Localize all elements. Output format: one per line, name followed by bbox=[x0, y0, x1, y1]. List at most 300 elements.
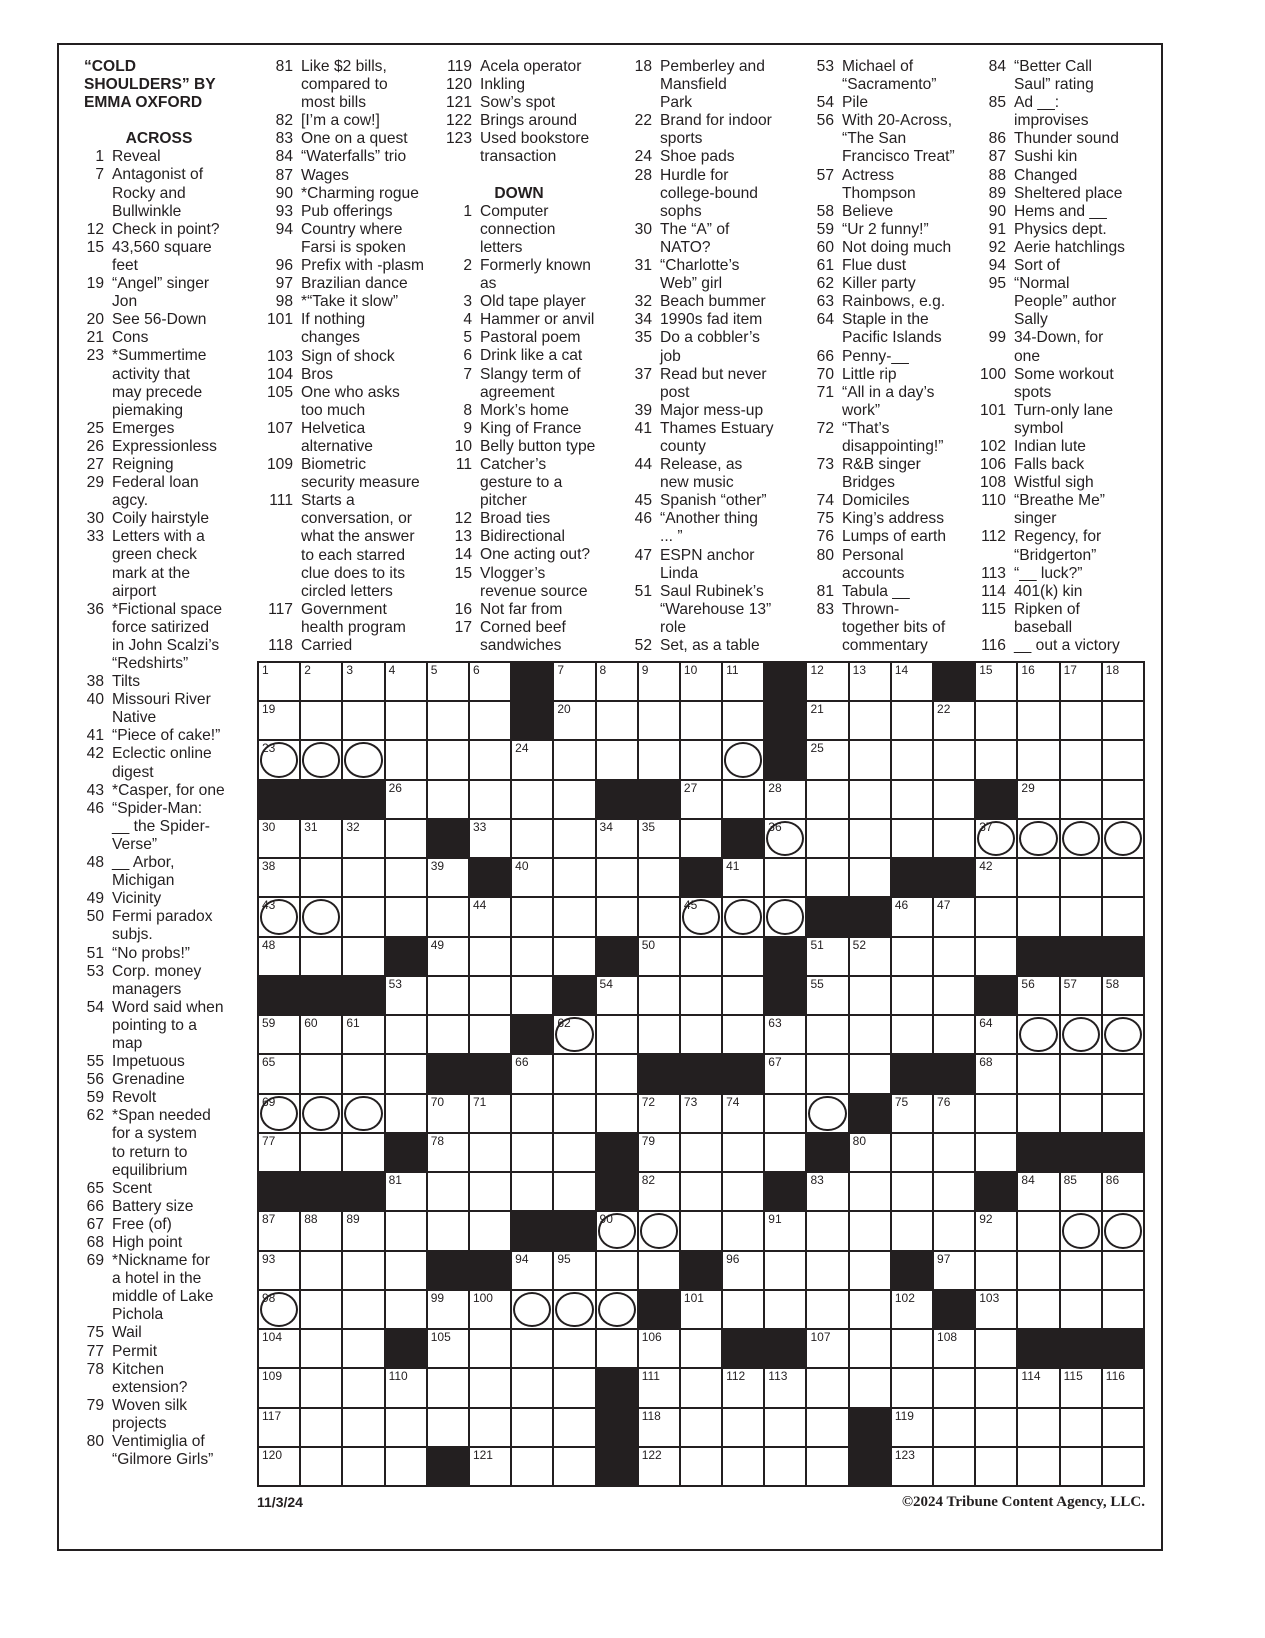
down-clue[interactable] bbox=[968, 402, 1158, 438]
grid-cell[interactable] bbox=[301, 1369, 341, 1406]
grid-cell[interactable] bbox=[850, 938, 890, 975]
across-clue[interactable] bbox=[434, 58, 614, 76]
grid-cell[interactable] bbox=[512, 1055, 552, 1092]
grid-cell[interactable] bbox=[723, 663, 763, 700]
down-clue[interactable] bbox=[796, 348, 974, 366]
grid-cell[interactable] bbox=[512, 938, 552, 975]
down-clue[interactable] bbox=[614, 148, 800, 166]
down-clue[interactable] bbox=[968, 583, 1158, 601]
grid-cell[interactable] bbox=[1018, 859, 1058, 896]
down-clue[interactable] bbox=[614, 492, 800, 510]
grid-cell[interactable] bbox=[343, 1330, 383, 1367]
grid-cell[interactable] bbox=[1018, 977, 1058, 1014]
down-clue[interactable] bbox=[968, 329, 1158, 365]
grid-cell[interactable] bbox=[428, 1291, 468, 1328]
grid-cell[interactable] bbox=[681, 1173, 721, 1210]
down-clue[interactable] bbox=[796, 293, 974, 311]
down-clue[interactable] bbox=[968, 257, 1158, 275]
down-clue[interactable] bbox=[434, 402, 614, 420]
grid-cell[interactable] bbox=[301, 1134, 341, 1171]
grid-cell[interactable] bbox=[428, 741, 468, 778]
down-clue[interactable] bbox=[434, 311, 614, 329]
grid-cell[interactable] bbox=[681, 1016, 721, 1053]
grid-cell[interactable] bbox=[976, 1369, 1016, 1406]
down-clue[interactable] bbox=[434, 366, 614, 402]
grid-cell[interactable] bbox=[597, 859, 637, 896]
grid-cell[interactable] bbox=[976, 1134, 1016, 1171]
across-clue[interactable] bbox=[70, 673, 248, 691]
grid-cell[interactable] bbox=[554, 1095, 594, 1132]
grid-cell[interactable] bbox=[976, 859, 1016, 896]
across-clue[interactable] bbox=[434, 94, 614, 112]
grid-cell[interactable] bbox=[850, 1134, 890, 1171]
grid-cell[interactable] bbox=[259, 938, 299, 975]
grid-cell[interactable] bbox=[807, 1212, 847, 1249]
across-clue[interactable] bbox=[255, 293, 435, 311]
grid-cell[interactable] bbox=[1103, 1173, 1143, 1210]
grid-cell[interactable] bbox=[301, 1252, 341, 1289]
across-clue[interactable] bbox=[255, 130, 435, 148]
across-clue[interactable] bbox=[70, 528, 248, 600]
grid-cell[interactable] bbox=[512, 781, 552, 818]
grid-cell[interactable] bbox=[765, 1212, 805, 1249]
grid-cell[interactable] bbox=[428, 938, 468, 975]
across-clue[interactable] bbox=[255, 492, 435, 601]
grid-cell[interactable] bbox=[681, 938, 721, 975]
grid-cell[interactable] bbox=[1103, 820, 1143, 857]
down-clue[interactable] bbox=[614, 402, 800, 420]
grid-cell[interactable] bbox=[386, 820, 426, 857]
grid-cell[interactable] bbox=[723, 1173, 763, 1210]
grid-cell[interactable] bbox=[1061, 702, 1101, 739]
grid-cell[interactable] bbox=[597, 898, 637, 935]
down-clue[interactable] bbox=[968, 637, 1158, 655]
grid-cell[interactable] bbox=[1018, 1016, 1058, 1053]
down-clue[interactable] bbox=[968, 438, 1158, 456]
grid-cell[interactable] bbox=[470, 1448, 510, 1485]
across-clue[interactable] bbox=[70, 1252, 248, 1324]
grid-cell[interactable] bbox=[554, 938, 594, 975]
grid-cell[interactable] bbox=[512, 1409, 552, 1446]
down-clue[interactable] bbox=[614, 510, 800, 546]
grid-cell[interactable] bbox=[343, 1055, 383, 1092]
grid-cell[interactable] bbox=[723, 702, 763, 739]
grid-cell[interactable] bbox=[850, 781, 890, 818]
grid-cell[interactable] bbox=[807, 1252, 847, 1289]
grid-cell[interactable] bbox=[428, 663, 468, 700]
down-clue[interactable] bbox=[968, 239, 1158, 257]
grid-cell[interactable] bbox=[639, 820, 679, 857]
grid-cell[interactable] bbox=[597, 1330, 637, 1367]
down-clue[interactable] bbox=[968, 528, 1158, 564]
grid-cell[interactable] bbox=[512, 977, 552, 1014]
grid-cell[interactable] bbox=[470, 1409, 510, 1446]
grid-cell[interactable] bbox=[723, 898, 763, 935]
grid-cell[interactable] bbox=[807, 1291, 847, 1328]
grid-cell[interactable] bbox=[976, 1055, 1016, 1092]
grid-cell[interactable] bbox=[301, 1291, 341, 1328]
grid-cell[interactable] bbox=[259, 1212, 299, 1249]
grid-cell[interactable] bbox=[428, 1409, 468, 1446]
grid-cell[interactable] bbox=[1061, 977, 1101, 1014]
grid-cell[interactable] bbox=[554, 1330, 594, 1367]
grid-cell[interactable] bbox=[639, 1134, 679, 1171]
grid-cell[interactable] bbox=[976, 702, 1016, 739]
grid-cell[interactable] bbox=[470, 702, 510, 739]
grid-cell[interactable] bbox=[1018, 1173, 1058, 1210]
across-clue[interactable] bbox=[70, 800, 248, 854]
across-clue[interactable] bbox=[70, 727, 248, 745]
down-clue[interactable] bbox=[796, 275, 974, 293]
grid-cell[interactable] bbox=[850, 1055, 890, 1092]
down-clue[interactable] bbox=[968, 185, 1158, 203]
across-clue[interactable] bbox=[70, 1071, 248, 1089]
down-clue[interactable] bbox=[434, 293, 614, 311]
grid-cell[interactable] bbox=[597, 1095, 637, 1132]
grid-cell[interactable] bbox=[386, 1369, 426, 1406]
across-clue[interactable] bbox=[255, 420, 435, 456]
grid-cell[interactable] bbox=[554, 663, 594, 700]
grid-cell[interactable] bbox=[850, 859, 890, 896]
grid-cell[interactable] bbox=[850, 1369, 890, 1406]
grid-cell[interactable] bbox=[723, 859, 763, 896]
across-clue[interactable] bbox=[434, 130, 614, 166]
grid-cell[interactable] bbox=[343, 663, 383, 700]
grid-cell[interactable] bbox=[850, 1212, 890, 1249]
grid-cell[interactable] bbox=[597, 663, 637, 700]
grid-cell[interactable] bbox=[386, 1095, 426, 1132]
grid-cell[interactable] bbox=[892, 781, 932, 818]
grid-cell[interactable] bbox=[934, 1369, 974, 1406]
down-clue[interactable] bbox=[968, 474, 1158, 492]
grid-cell[interactable] bbox=[892, 1291, 932, 1328]
grid-cell[interactable] bbox=[301, 741, 341, 778]
grid-cell[interactable] bbox=[512, 1330, 552, 1367]
across-clue[interactable] bbox=[70, 148, 248, 166]
grid-cell[interactable] bbox=[1061, 1252, 1101, 1289]
grid-cell[interactable] bbox=[554, 859, 594, 896]
grid-cell[interactable] bbox=[554, 781, 594, 818]
down-clue[interactable] bbox=[434, 565, 614, 601]
down-clue[interactable] bbox=[796, 420, 974, 456]
grid-cell[interactable] bbox=[639, 859, 679, 896]
down-clue[interactable] bbox=[968, 601, 1158, 637]
grid-cell[interactable] bbox=[259, 1134, 299, 1171]
grid-cell[interactable] bbox=[681, 1369, 721, 1406]
grid-cell[interactable] bbox=[1061, 898, 1101, 935]
grid-cell[interactable] bbox=[1061, 1409, 1101, 1446]
grid-cell[interactable] bbox=[512, 1291, 552, 1328]
down-clue[interactable] bbox=[434, 546, 614, 564]
grid-cell[interactable] bbox=[639, 1212, 679, 1249]
grid-cell[interactable] bbox=[386, 663, 426, 700]
grid-cell[interactable] bbox=[1061, 1173, 1101, 1210]
grid-cell[interactable] bbox=[428, 1369, 468, 1406]
grid-cell[interactable] bbox=[1018, 702, 1058, 739]
grid-cell[interactable] bbox=[301, 898, 341, 935]
grid-cell[interactable] bbox=[723, 938, 763, 975]
grid-cell[interactable] bbox=[597, 977, 637, 1014]
grid-cell[interactable] bbox=[301, 859, 341, 896]
across-clue[interactable] bbox=[255, 348, 435, 366]
down-clue[interactable] bbox=[614, 311, 800, 329]
down-clue[interactable] bbox=[434, 347, 614, 365]
grid-cell[interactable] bbox=[386, 1212, 426, 1249]
grid-cell[interactable] bbox=[597, 1212, 637, 1249]
across-clue[interactable] bbox=[70, 1361, 248, 1397]
across-clue[interactable] bbox=[255, 167, 435, 185]
grid-cell[interactable] bbox=[470, 1134, 510, 1171]
across-clue[interactable] bbox=[70, 1053, 248, 1071]
grid-cell[interactable] bbox=[259, 1291, 299, 1328]
grid-cell[interactable] bbox=[386, 1291, 426, 1328]
grid-cell[interactable] bbox=[807, 1369, 847, 1406]
grid-cell[interactable] bbox=[470, 741, 510, 778]
grid-cell[interactable] bbox=[765, 1448, 805, 1485]
grid-cell[interactable] bbox=[554, 1055, 594, 1092]
grid-cell[interactable] bbox=[1103, 741, 1143, 778]
grid-cell[interactable] bbox=[765, 1095, 805, 1132]
grid-cell[interactable] bbox=[1018, 1291, 1058, 1328]
down-clue[interactable] bbox=[434, 601, 614, 619]
grid-cell[interactable] bbox=[892, 1173, 932, 1210]
across-clue[interactable] bbox=[70, 1433, 248, 1469]
grid-cell[interactable] bbox=[1018, 898, 1058, 935]
grid-cell[interactable] bbox=[597, 820, 637, 857]
grid-cell[interactable] bbox=[428, 702, 468, 739]
grid-cell[interactable] bbox=[850, 741, 890, 778]
grid-cell[interactable] bbox=[1103, 977, 1143, 1014]
grid-cell[interactable] bbox=[512, 1173, 552, 1210]
grid-cell[interactable] bbox=[723, 1016, 763, 1053]
across-clue[interactable] bbox=[70, 510, 248, 528]
grid-cell[interactable] bbox=[470, 1016, 510, 1053]
grid-cell[interactable] bbox=[723, 1095, 763, 1132]
grid-cell[interactable] bbox=[597, 1016, 637, 1053]
grid-cell[interactable] bbox=[765, 781, 805, 818]
grid-cell[interactable] bbox=[428, 859, 468, 896]
across-clue[interactable] bbox=[255, 637, 435, 655]
grid-cell[interactable] bbox=[470, 977, 510, 1014]
grid-cell[interactable] bbox=[428, 781, 468, 818]
grid-cell[interactable] bbox=[892, 741, 932, 778]
down-clue[interactable] bbox=[968, 167, 1158, 185]
grid-cell[interactable] bbox=[428, 1212, 468, 1249]
grid-cell[interactable] bbox=[934, 898, 974, 935]
grid-cell[interactable] bbox=[1061, 820, 1101, 857]
grid-cell[interactable] bbox=[512, 820, 552, 857]
grid-cell[interactable] bbox=[892, 1016, 932, 1053]
down-clue[interactable] bbox=[968, 58, 1158, 94]
across-clue[interactable] bbox=[255, 185, 435, 203]
grid-cell[interactable] bbox=[976, 1448, 1016, 1485]
grid-cell[interactable] bbox=[934, 1448, 974, 1485]
grid-cell[interactable] bbox=[597, 1291, 637, 1328]
across-clue[interactable] bbox=[70, 474, 248, 510]
grid-cell[interactable] bbox=[681, 1330, 721, 1367]
down-clue[interactable] bbox=[968, 565, 1158, 583]
across-clue[interactable] bbox=[70, 166, 248, 220]
grid-cell[interactable] bbox=[512, 1252, 552, 1289]
grid-cell[interactable] bbox=[259, 1409, 299, 1446]
grid-cell[interactable] bbox=[976, 1330, 1016, 1367]
across-clue[interactable] bbox=[255, 456, 435, 492]
grid-cell[interactable] bbox=[807, 938, 847, 975]
grid-cell[interactable] bbox=[765, 1291, 805, 1328]
across-clue[interactable] bbox=[70, 1107, 248, 1179]
grid-cell[interactable] bbox=[1061, 663, 1101, 700]
grid-cell[interactable] bbox=[850, 1330, 890, 1367]
grid-cell[interactable] bbox=[428, 1173, 468, 1210]
grid-cell[interactable] bbox=[892, 1330, 932, 1367]
across-clue[interactable] bbox=[70, 1234, 248, 1252]
grid-cell[interactable] bbox=[807, 977, 847, 1014]
grid-cell[interactable] bbox=[976, 1409, 1016, 1446]
grid-cell[interactable] bbox=[807, 702, 847, 739]
grid-cell[interactable] bbox=[428, 1134, 468, 1171]
grid-cell[interactable] bbox=[934, 1016, 974, 1053]
grid-cell[interactable] bbox=[1018, 1448, 1058, 1485]
grid-cell[interactable] bbox=[512, 741, 552, 778]
grid-cell[interactable] bbox=[259, 1055, 299, 1092]
across-clue[interactable] bbox=[70, 1324, 248, 1342]
down-clue[interactable] bbox=[796, 203, 974, 221]
grid-cell[interactable] bbox=[934, 702, 974, 739]
grid-cell[interactable] bbox=[681, 1095, 721, 1132]
grid-cell[interactable] bbox=[681, 781, 721, 818]
grid-cell[interactable] bbox=[301, 702, 341, 739]
down-clue[interactable] bbox=[968, 492, 1158, 528]
grid-cell[interactable] bbox=[470, 1330, 510, 1367]
grid-cell[interactable] bbox=[343, 898, 383, 935]
down-clue[interactable] bbox=[796, 58, 974, 94]
down-clue[interactable] bbox=[614, 637, 800, 655]
grid-cell[interactable] bbox=[934, 938, 974, 975]
down-clue[interactable] bbox=[614, 257, 800, 293]
across-clue[interactable] bbox=[70, 1343, 248, 1361]
down-clue[interactable] bbox=[796, 510, 974, 528]
across-clue[interactable] bbox=[70, 1397, 248, 1433]
across-clue[interactable] bbox=[70, 782, 248, 800]
grid-cell[interactable] bbox=[639, 1173, 679, 1210]
down-clue[interactable] bbox=[434, 510, 614, 528]
down-clue[interactable] bbox=[614, 366, 800, 402]
grid-cell[interactable] bbox=[1061, 1212, 1101, 1249]
grid-cell[interactable] bbox=[343, 1095, 383, 1132]
grid-cell[interactable] bbox=[1061, 859, 1101, 896]
grid-cell[interactable] bbox=[807, 1095, 847, 1132]
grid-cell[interactable] bbox=[639, 938, 679, 975]
across-clue[interactable] bbox=[70, 1180, 248, 1198]
grid-cell[interactable] bbox=[301, 1409, 341, 1446]
grid-cell[interactable] bbox=[259, 1252, 299, 1289]
grid-cell[interactable] bbox=[765, 898, 805, 935]
grid-cell[interactable] bbox=[1103, 1212, 1143, 1249]
across-clue[interactable] bbox=[70, 329, 248, 347]
across-clue[interactable] bbox=[70, 456, 248, 474]
grid-cell[interactable] bbox=[892, 1212, 932, 1249]
grid-cell[interactable] bbox=[386, 859, 426, 896]
grid-cell[interactable] bbox=[1061, 1369, 1101, 1406]
grid-cell[interactable] bbox=[470, 1212, 510, 1249]
grid-cell[interactable] bbox=[807, 820, 847, 857]
grid-cell[interactable] bbox=[259, 741, 299, 778]
grid-cell[interactable] bbox=[723, 1291, 763, 1328]
grid-cell[interactable] bbox=[470, 938, 510, 975]
grid-cell[interactable] bbox=[850, 1173, 890, 1210]
grid-cell[interactable] bbox=[976, 938, 1016, 975]
grid-cell[interactable] bbox=[554, 1173, 594, 1210]
grid-cell[interactable] bbox=[639, 741, 679, 778]
grid-cell[interactable] bbox=[554, 820, 594, 857]
grid-cell[interactable] bbox=[976, 1252, 1016, 1289]
down-clue[interactable] bbox=[796, 384, 974, 420]
grid-cell[interactable] bbox=[512, 1134, 552, 1171]
grid-cell[interactable] bbox=[1018, 781, 1058, 818]
grid-cell[interactable] bbox=[512, 1369, 552, 1406]
down-clue[interactable] bbox=[614, 58, 800, 112]
grid-cell[interactable] bbox=[892, 1409, 932, 1446]
grid-cell[interactable] bbox=[639, 702, 679, 739]
down-clue[interactable] bbox=[796, 601, 974, 655]
down-clue[interactable] bbox=[614, 221, 800, 257]
across-clue[interactable] bbox=[434, 76, 614, 94]
across-clue[interactable] bbox=[70, 999, 248, 1053]
across-clue[interactable] bbox=[70, 963, 248, 999]
grid-cell[interactable] bbox=[807, 1173, 847, 1210]
across-clue[interactable] bbox=[70, 908, 248, 944]
across-clue[interactable] bbox=[70, 1089, 248, 1107]
grid-cell[interactable] bbox=[554, 1134, 594, 1171]
grid-cell[interactable] bbox=[259, 859, 299, 896]
grid-cell[interactable] bbox=[259, 898, 299, 935]
grid-cell[interactable] bbox=[1018, 1409, 1058, 1446]
grid-cell[interactable] bbox=[723, 741, 763, 778]
down-clue[interactable] bbox=[796, 492, 974, 510]
across-clue[interactable] bbox=[70, 691, 248, 727]
grid-cell[interactable] bbox=[850, 977, 890, 1014]
down-clue[interactable] bbox=[434, 619, 614, 655]
grid-cell[interactable] bbox=[301, 663, 341, 700]
grid-cell[interactable] bbox=[343, 1016, 383, 1053]
grid-cell[interactable] bbox=[976, 1016, 1016, 1053]
grid-cell[interactable] bbox=[1103, 781, 1143, 818]
grid-cell[interactable] bbox=[639, 1252, 679, 1289]
grid-cell[interactable] bbox=[976, 1212, 1016, 1249]
across-clue[interactable] bbox=[70, 945, 248, 963]
grid-cell[interactable] bbox=[1018, 1212, 1058, 1249]
grid-cell[interactable] bbox=[850, 663, 890, 700]
grid-cell[interactable] bbox=[470, 781, 510, 818]
down-clue[interactable] bbox=[968, 130, 1158, 148]
grid-cell[interactable] bbox=[807, 859, 847, 896]
grid-cell[interactable] bbox=[470, 1173, 510, 1210]
grid-cell[interactable] bbox=[1061, 1095, 1101, 1132]
grid-cell[interactable] bbox=[386, 741, 426, 778]
down-clue[interactable] bbox=[968, 148, 1158, 166]
grid-cell[interactable] bbox=[1103, 898, 1143, 935]
grid-cell[interactable] bbox=[386, 1173, 426, 1210]
grid-cell[interactable] bbox=[386, 1016, 426, 1053]
grid-cell[interactable] bbox=[1103, 1095, 1143, 1132]
grid-cell[interactable] bbox=[892, 820, 932, 857]
grid-cell[interactable] bbox=[892, 938, 932, 975]
down-clue[interactable] bbox=[968, 366, 1158, 402]
grid-cell[interactable] bbox=[723, 1448, 763, 1485]
grid-cell[interactable] bbox=[1103, 859, 1143, 896]
grid-cell[interactable] bbox=[343, 938, 383, 975]
grid-cell[interactable] bbox=[934, 1409, 974, 1446]
